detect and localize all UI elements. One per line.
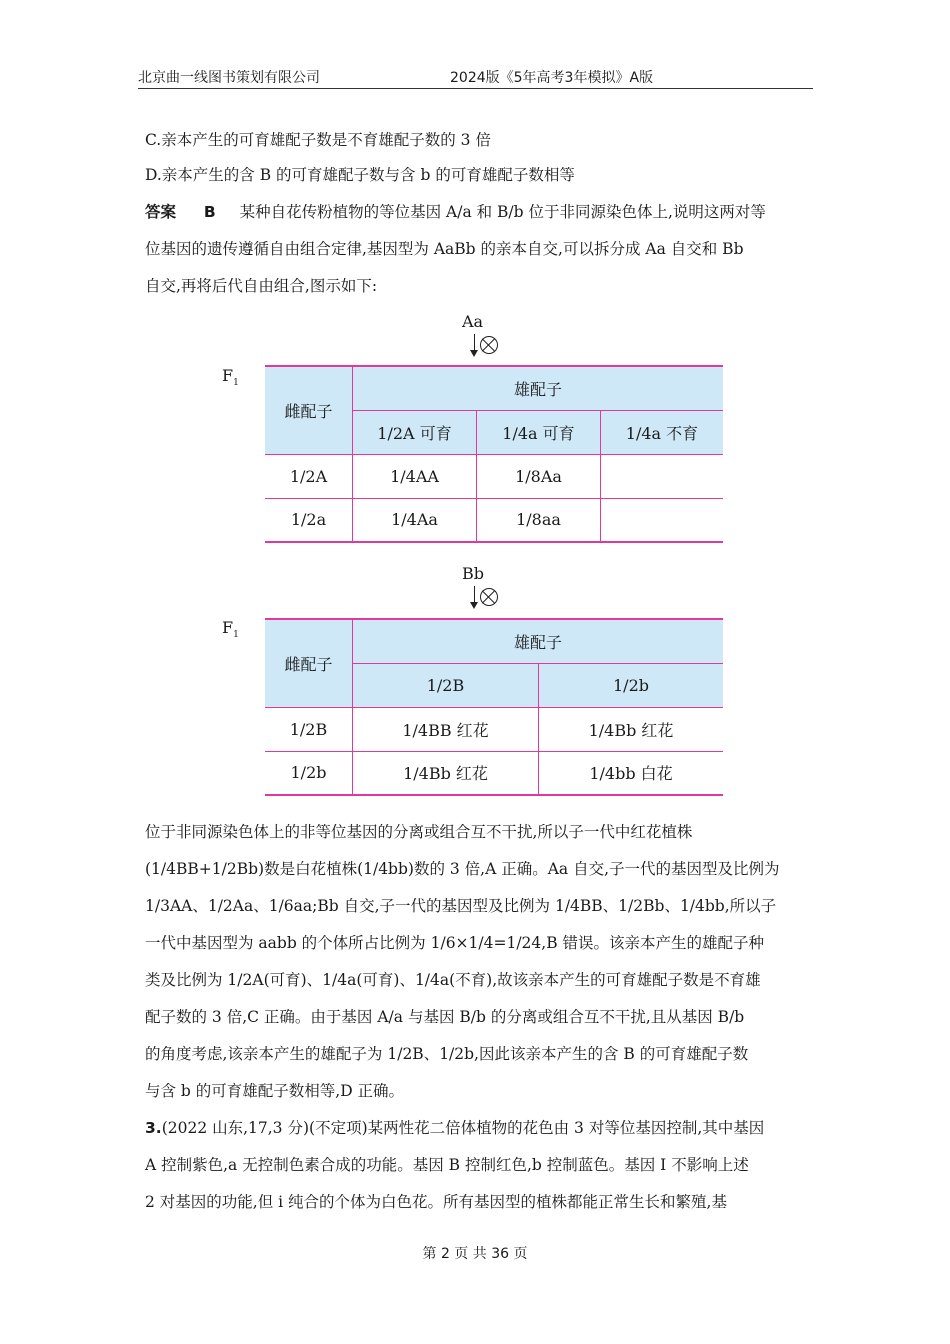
explanation-line: 与含 b 的可育雄配子数相等,D 正确。 xyxy=(145,1082,405,1100)
table-cell: 1/4Aa xyxy=(353,498,477,542)
table-cell: 1/4bb 白花 xyxy=(539,751,724,795)
punnett-table-bb xyxy=(265,618,723,796)
table-cell: 1/8aa xyxy=(477,498,601,542)
publisher-name: 北京曲一线图书策划有限公司 xyxy=(138,70,320,86)
answer-line-3: 自交,再将后代自由组合,图示如下: xyxy=(145,277,378,295)
question-3-line-2: A 控制紫色,a 无控制色素合成的功能。基因 B 控制红色,b 控制蓝色。基因 I 不影响上述 xyxy=(145,1156,749,1174)
explanation-line: (1/4BB+1/2Bb)数是白花植株(1/4bb)数的 3 倍,A 正确。Aa 自交,子一代的基因型及比例为 xyxy=(145,860,780,878)
arrow-head-icon xyxy=(470,350,478,357)
male-col-header: 1/2B xyxy=(353,663,539,707)
female-gamete-header: 雌配子 xyxy=(265,619,353,707)
female-row-header: 1/2b xyxy=(265,751,353,795)
male-col-header: 1/4a 可育 xyxy=(477,410,601,454)
page-header xyxy=(138,64,813,89)
female-gamete-header: 雌配子 xyxy=(265,366,353,454)
explanation-line: 类及比例为 1/2A(可育)、1/4a(可育)、1/4a(不育),故该亲本产生的可育雄配子数是不育雄 xyxy=(145,971,761,989)
table-cell: 1/4AA xyxy=(353,454,477,498)
explanation-line: 配子数的 3 倍,C 正确。由于基因 A/a 与基因 B/b 的分离或组合互不干扰,且从基因 B/b xyxy=(145,1008,745,1026)
answer-line-2: 位基因的遗传遵循自由组合定律,基因型为 AaBb 的亲本自交,可以拆分成 Aa 自交和 Bb xyxy=(145,240,744,258)
table-cell: 1/4BB 红花 xyxy=(353,707,539,751)
male-col-header: 1/2A 可育 xyxy=(353,410,477,454)
option-c: C.亲本产生的可育雄配子数是不育雄配子数的 3 倍 xyxy=(145,131,491,149)
f1-label: $F_1$ xyxy=(222,618,239,641)
female-row-header: 1/2B xyxy=(265,707,353,751)
answer-label: 答案 xyxy=(145,203,177,221)
self-cross-icon xyxy=(480,588,498,606)
answer-text: 某种自花传粉植物的等位基因 A/a 和 B/b 位于非同源染色体上,说明这两对等 xyxy=(239,203,766,221)
question-number: 3. xyxy=(145,1119,162,1137)
male-col-header: 1/4a 不育 xyxy=(601,410,724,454)
explanation-line: 1/3AA、1/2Aa、1/6aa;Bb 自交,子一代的基因型及比例为 1/4BB、1/2Bb、1/4bb,所以子 xyxy=(145,897,777,915)
female-row-header: 1/2A xyxy=(265,454,353,498)
self-cross-icon xyxy=(480,336,498,354)
table-cell xyxy=(601,454,724,498)
answer-value: B xyxy=(203,203,216,221)
parent-bb-label: Bb xyxy=(462,564,484,583)
explanation-line: 的角度考虑,该亲本产生的雄配子为 1/2B、1/2b,因此该亲本产生的含 B 的可育雄配子数 xyxy=(145,1045,749,1063)
arrow-head-icon xyxy=(470,602,478,609)
page-footer: 第 2 页 共 36 页 xyxy=(422,1246,528,1262)
question-text: (2022 山东,17,3 分)(不定项)某两性花二倍体植物的花色由 3 对等位基因控制,其中基因 xyxy=(161,1119,765,1137)
f1-label: $F_1$ xyxy=(222,366,239,389)
male-col-header: 1/2b xyxy=(539,663,724,707)
male-gamete-header: 雄配子 xyxy=(353,619,724,663)
table-cell xyxy=(601,498,724,542)
book-title: 2024版《5年高考3年模拟》A版 xyxy=(450,70,654,86)
table-cell: 1/4Bb 红花 xyxy=(353,751,539,795)
table-cell: 1/4Bb 红花 xyxy=(539,707,724,751)
explanation-line: 位于非同源染色体上的非等位基因的分离或组合互不干扰,所以子一代中红花植株 xyxy=(145,823,693,841)
male-gamete-header: 雄配子 xyxy=(353,366,724,410)
question-3-line-3: 2 对基因的功能,但 i 纯合的个体为白色花。所有基因型的植株都能正常生长和繁殖,基 xyxy=(145,1193,727,1211)
explanation-line: 一代中基因型为 aabb 的个体所占比例为 1/6×1/4=1/24,B 错误。该亲本产生的雄配子种 xyxy=(145,934,765,952)
table-cell: 1/8Aa xyxy=(477,454,601,498)
question-3-line-1 xyxy=(145,1116,764,1138)
answer-line-1 xyxy=(145,200,766,222)
female-row-header: 1/2a xyxy=(265,498,353,542)
punnett-table-aa xyxy=(265,365,723,543)
option-d: D.亲本产生的含 B 的可育雄配子数与含 b 的可育雄配子数相等 xyxy=(145,166,575,184)
parent-aa-label: Aa xyxy=(462,312,484,331)
